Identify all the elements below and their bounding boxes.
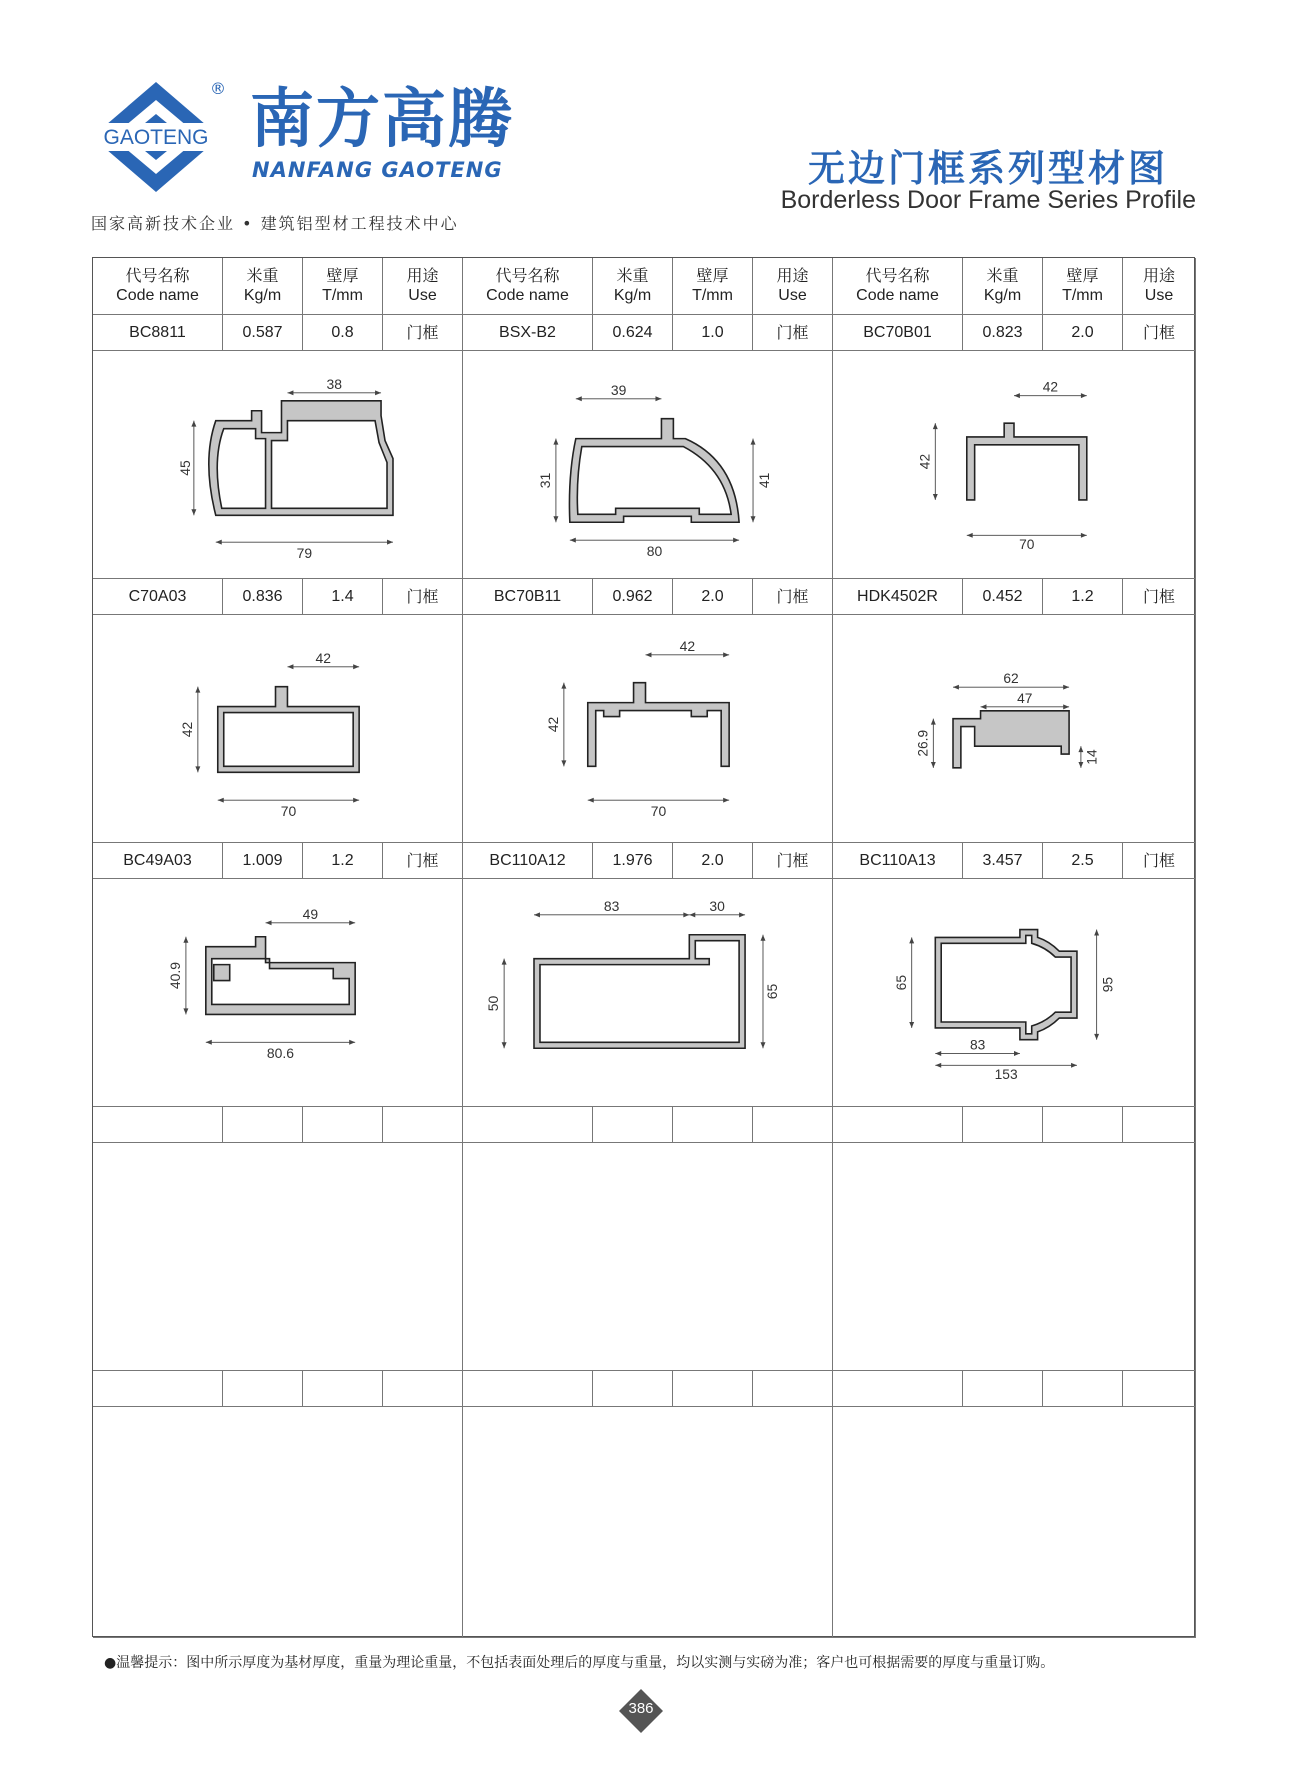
value-use: 门框 [406, 586, 439, 606]
dimension-label: 14 [1084, 749, 1100, 765]
dimension-label: 38 [326, 375, 342, 392]
profile-shape [935, 930, 1077, 1040]
profile-diagram [833, 879, 1195, 1106]
dimension-arrow [723, 652, 729, 657]
dimension-arrow [553, 439, 558, 445]
value-thick: 2.0 [1071, 323, 1094, 341]
cell-use [1123, 843, 1196, 879]
dimension-arrow [561, 760, 566, 766]
cell-weight [963, 579, 1043, 615]
empty-cell [303, 1371, 383, 1407]
dimension-label: 83 [603, 897, 620, 914]
value-thick: 0.8 [331, 323, 354, 341]
page-title-en: Borderless Door Frame Series Profile [780, 186, 1196, 214]
dimension-arrow [1081, 393, 1087, 398]
dimension-label: 65 [893, 975, 909, 991]
header-use-en: Use [408, 287, 437, 304]
cell-use [383, 315, 463, 351]
header-weight-en: Kg/m [983, 287, 1022, 304]
empty-cell [593, 1371, 673, 1407]
empty-cell [463, 1107, 593, 1143]
dimension-arrow [195, 766, 200, 772]
header-weight-en: Kg/m [613, 287, 652, 304]
value-weight: 3.457 [982, 851, 1023, 869]
header-thickness-cn: 壁厚 [326, 266, 359, 285]
dimension-arrow [570, 538, 576, 543]
dimension-arrow [353, 798, 359, 803]
dimension-label: 80.6 [266, 1045, 295, 1062]
gaoteng-logo [88, 78, 224, 196]
empty-drawing [93, 1143, 463, 1371]
header-code-name-en: Code name [486, 287, 569, 304]
dimension-arrow [689, 912, 695, 917]
header-use-cn: 用途 [776, 266, 809, 285]
dimension-arrow [183, 937, 188, 943]
dimension-label: 42 [544, 716, 561, 733]
empty-cell [93, 1107, 223, 1143]
logo-text: GAOTENG [103, 126, 209, 149]
dimension-label: 41 [755, 472, 772, 489]
dimension-arrow [588, 798, 594, 803]
header-code-name-en: Code name [116, 287, 199, 304]
header-weight [223, 258, 303, 315]
empty-drawing [833, 1407, 1196, 1638]
value-weight: 0.587 [242, 323, 283, 341]
cell-weight [223, 579, 303, 615]
dimension-arrow [191, 421, 196, 427]
dimension-arrow [761, 1042, 766, 1048]
dimension-arrow [349, 1040, 355, 1045]
dimension-label: 42 [178, 721, 195, 738]
empty-cell [383, 1107, 463, 1143]
profile-diagram [93, 351, 462, 578]
empty-cell [463, 1371, 593, 1407]
dimension-arrow [353, 664, 359, 669]
empty-cell [1123, 1107, 1196, 1143]
cell-code [833, 843, 963, 879]
profile-drawing [93, 351, 463, 579]
cell-use [753, 315, 833, 351]
dimension-arrow [502, 959, 507, 965]
empty-cell [1043, 1371, 1123, 1407]
dimension-label: 39 [610, 381, 627, 398]
value-weight: 0.836 [242, 587, 283, 605]
cell-thick [1043, 315, 1123, 351]
empty-cell [1043, 1107, 1123, 1143]
dimension-arrow [967, 533, 973, 538]
dimension-arrow [733, 538, 739, 543]
empty-cell [833, 1371, 963, 1407]
cell-thick [673, 579, 753, 615]
dimension-label: 50 [485, 995, 502, 1012]
dimension-label: 31 [536, 472, 553, 489]
cell-weight [963, 315, 1043, 351]
header-thickness-en: T/mm [322, 287, 363, 304]
dimension-arrow [216, 540, 222, 545]
dimension-arrow [534, 912, 540, 917]
empty-cell [93, 1371, 223, 1407]
header-use [753, 258, 833, 315]
dimension-arrow [218, 798, 224, 803]
cell-thick [303, 315, 383, 351]
empty-cell [753, 1371, 833, 1407]
dimension-label: 42 [679, 637, 696, 654]
value-thick: 1.0 [701, 323, 724, 341]
empty-cell [223, 1371, 303, 1407]
profile-shape [967, 423, 1087, 500]
dimension-arrow [191, 509, 196, 515]
dimension-arrow [1014, 393, 1020, 398]
registered-mark: ® [210, 79, 226, 98]
empty-drawing [463, 1143, 833, 1371]
header-weight [963, 258, 1043, 315]
dimension-arrow [195, 687, 200, 693]
dimension-label: 70 [650, 803, 667, 820]
empty-cell [963, 1371, 1043, 1407]
empty-cell [223, 1107, 303, 1143]
brand-tagline: 国家高新技术企业 • 建筑铝型材工程技术中心 [91, 214, 459, 233]
value-code: HDK4502R [857, 587, 938, 605]
profile-drawing [93, 879, 463, 1107]
value-thick: 2.5 [1071, 851, 1094, 869]
empty-cell [833, 1107, 963, 1143]
cell-weight [593, 315, 673, 351]
dimension-label: 40.9 [166, 962, 183, 990]
cell-use [753, 579, 833, 615]
header-weight [593, 258, 673, 315]
cell-code [463, 315, 593, 351]
profile-diagram [463, 351, 832, 578]
value-use: 门框 [776, 322, 809, 342]
brand-name-cn: 南方高腾 [250, 83, 514, 157]
cell-weight [223, 843, 303, 879]
value-weight: 1.976 [612, 851, 653, 869]
dimension-arrow [909, 937, 914, 943]
empty-cell [673, 1107, 753, 1143]
dimension-arrow [933, 494, 938, 500]
cell-use [753, 843, 833, 879]
header-code-name [833, 258, 963, 315]
empty-drawing [463, 1407, 833, 1638]
dimension-arrow [761, 935, 766, 941]
cell-weight [593, 843, 673, 879]
dimension-label: 70 [1019, 537, 1035, 553]
dimension-label: 42 [1042, 379, 1059, 395]
header-code-name [93, 258, 223, 315]
value-weight: 0.624 [612, 323, 653, 341]
dimension-arrow [1063, 704, 1069, 709]
header-code-name-cn: 代号名称 [125, 266, 190, 285]
header-thickness [673, 258, 753, 315]
profile-drawing [833, 351, 1196, 579]
value-code: BC49A03 [123, 851, 192, 869]
value-use: 门框 [1142, 850, 1175, 870]
value-thick: 1.2 [331, 851, 354, 869]
cell-weight [593, 579, 673, 615]
empty-cell [963, 1107, 1043, 1143]
value-thick: 1.2 [1071, 587, 1094, 605]
value-use: 门框 [406, 850, 439, 870]
profile-drawing [833, 879, 1196, 1107]
dimension-arrow [981, 704, 987, 709]
cell-weight [963, 843, 1043, 879]
value-thick: 2.0 [701, 851, 724, 869]
header-code-name-cn: 代号名称 [495, 266, 560, 285]
dimension-arrow [287, 664, 293, 669]
profile-diagram [93, 615, 462, 842]
dimension-arrow [1078, 762, 1083, 768]
header-use [1123, 258, 1196, 315]
header-code-name-cn: 代号名称 [865, 266, 930, 285]
dimension-arrow [1071, 1063, 1077, 1068]
value-weight: 0.962 [612, 587, 653, 605]
dimension-arrow [1063, 685, 1069, 690]
footnote: ●温馨提示：图中所示厚度为基材厚度，重量为理论重量，不包括表面处理后的厚度与重量，均以实测与实磅为准；客户也可根据需要的厚度与重量订购。 [104, 1655, 1055, 1671]
dimension-arrow [909, 1022, 914, 1028]
cell-use [383, 579, 463, 615]
header-thickness [1043, 258, 1123, 315]
dimension-arrow [931, 762, 936, 768]
dimension-arrow [553, 516, 558, 522]
cell-code [833, 579, 963, 615]
dimension-label: 65 [763, 983, 780, 1000]
dimension-arrow [935, 1063, 941, 1068]
header-use [383, 258, 463, 315]
profile-table [92, 257, 1195, 1637]
value-code: BC70B11 [493, 587, 562, 605]
dimension-label: 95 [1100, 976, 1116, 993]
profile-diagram [93, 879, 462, 1106]
dimension-arrow [387, 540, 393, 545]
brand-name-en: NANFANG GAOTENG [252, 158, 503, 182]
header-code-name-en: Code name [856, 287, 939, 304]
profile-drawing [463, 615, 833, 843]
dimension-label: 79 [296, 545, 313, 562]
value-code: BC8811 [129, 323, 186, 341]
value-code: BSX-B2 [499, 323, 556, 341]
header-thickness-cn: 壁厚 [1066, 266, 1099, 285]
empty-cell [753, 1107, 833, 1143]
value-use: 门框 [1142, 322, 1175, 342]
profile-shape [534, 935, 745, 1049]
header-use-en: Use [778, 287, 807, 304]
cell-code [833, 315, 963, 351]
profile-shape [218, 687, 359, 773]
dimension-arrow [953, 685, 959, 690]
page-number: 386 [628, 1700, 654, 1717]
cell-code [93, 315, 223, 351]
dimension-arrow [561, 683, 566, 689]
header-use-cn: 用途 [1142, 266, 1175, 285]
empty-cell [383, 1371, 463, 1407]
cell-thick [1043, 579, 1123, 615]
profile-shape [206, 937, 355, 1015]
dimension-arrow [723, 798, 729, 803]
header-thickness-cn: 壁厚 [696, 266, 729, 285]
dimension-label: 47 [1017, 690, 1033, 706]
cell-thick [303, 843, 383, 879]
header-weight-cn: 米重 [616, 266, 649, 285]
value-code: BC70B01 [863, 323, 932, 341]
empty-cell [593, 1107, 673, 1143]
profile-drawing [463, 879, 833, 1107]
profile-diagram [463, 879, 832, 1106]
value-weight: 0.823 [982, 323, 1023, 341]
value-use: 门框 [776, 850, 809, 870]
header-weight-cn: 米重 [986, 266, 1019, 285]
dimension-label: 153 [994, 1067, 1018, 1083]
empty-cell [673, 1371, 753, 1407]
dimension-arrow [655, 396, 661, 401]
cell-thick [673, 843, 753, 879]
profile-shape [209, 401, 393, 515]
value-code: C70A03 [128, 587, 187, 605]
header-code-name [463, 258, 593, 315]
dimension-label: 70 [280, 803, 297, 820]
cell-thick [1043, 843, 1123, 879]
cell-use [383, 843, 463, 879]
value-use: 门框 [776, 586, 809, 606]
dimension-arrow [1094, 930, 1099, 936]
profile-shape [588, 683, 729, 767]
dimension-arrow [502, 1042, 507, 1048]
dimension-label: 45 [176, 460, 193, 476]
dimension-arrow [646, 652, 652, 657]
dimension-arrow [266, 920, 272, 925]
dimension-arrow [751, 516, 756, 522]
profile-diagram [833, 615, 1195, 842]
dimension-label: 26.9 [915, 729, 931, 757]
header-use-cn: 用途 [406, 266, 439, 285]
empty-cell [303, 1107, 383, 1143]
header-thickness [303, 258, 383, 315]
cell-use [1123, 315, 1196, 351]
header-weight-en: Kg/m [243, 287, 282, 304]
value-weight: 0.452 [982, 587, 1023, 605]
cell-thick [673, 315, 753, 351]
page-title-cn: 无边门框系列型材图 [808, 147, 1168, 190]
profile-drawing [93, 615, 463, 843]
value-use: 门框 [406, 322, 439, 342]
value-code: BC110A12 [489, 851, 566, 869]
dimension-label: 62 [1003, 671, 1019, 687]
dimension-label: 49 [302, 905, 319, 922]
dimension-arrow [935, 1051, 941, 1056]
dimension-arrow [931, 719, 936, 725]
dimension-arrow [933, 423, 938, 429]
profile-drawing [463, 351, 833, 579]
dimension-label: 80 [646, 543, 663, 560]
empty-drawing [833, 1143, 1196, 1371]
dimension-label: 30 [709, 897, 725, 914]
cell-use [1123, 579, 1196, 615]
dimension-arrow [183, 1008, 188, 1014]
header-use-en: Use [1144, 287, 1174, 304]
value-weight: 1.009 [242, 851, 283, 869]
header-weight-cn: 米重 [246, 266, 279, 285]
profile-shape [569, 419, 739, 523]
cell-code [93, 843, 223, 879]
dimension-arrow [683, 912, 689, 917]
profile-diagram [463, 615, 832, 842]
dimension-arrow [287, 390, 293, 395]
dimension-label: 83 [969, 1037, 986, 1053]
cell-weight [223, 315, 303, 351]
dimension-arrow [1081, 533, 1087, 538]
empty-cell [1123, 1371, 1196, 1407]
cell-code [463, 579, 593, 615]
dimension-arrow [751, 439, 756, 445]
profile-drawing [833, 615, 1196, 843]
dimension-arrow [1014, 1051, 1020, 1056]
dimension-arrow [375, 390, 381, 395]
dimension-label: 42 [315, 649, 332, 666]
profile-shape [953, 711, 1069, 768]
cell-thick [303, 579, 383, 615]
value-use: 门框 [1142, 586, 1175, 606]
header-thickness-en: T/mm [1062, 287, 1103, 304]
dimension-label: 42 [917, 453, 933, 470]
empty-drawing [93, 1407, 463, 1638]
dimension-arrow [1078, 746, 1083, 752]
value-thick: 1.4 [331, 587, 354, 605]
value-thick: 2.0 [701, 587, 724, 605]
dimension-arrow [206, 1040, 212, 1045]
dimension-arrow [349, 920, 355, 925]
dimension-arrow [1094, 1034, 1099, 1040]
cell-code [93, 579, 223, 615]
cell-code [463, 843, 593, 879]
value-code: BC110A13 [859, 851, 936, 869]
profile-diagram [833, 351, 1195, 578]
dimension-arrow [576, 396, 582, 401]
header-thickness-en: T/mm [692, 287, 733, 304]
dimension-arrow [739, 912, 745, 917]
